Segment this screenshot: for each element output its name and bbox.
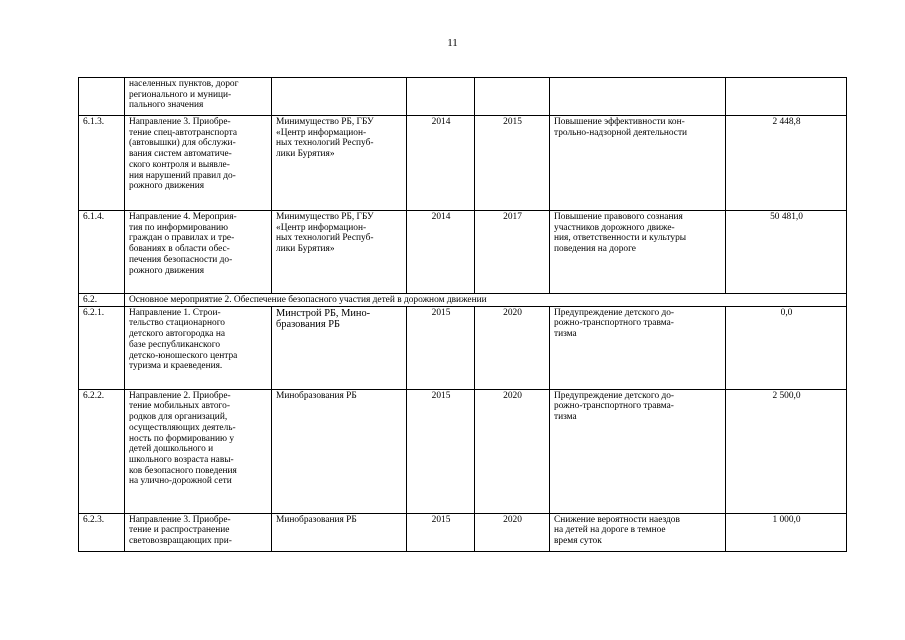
text-line: регионального и муници- — [129, 89, 232, 100]
cell-result — [550, 116, 726, 211]
text-line: тение спец-автотранспорта — [129, 127, 238, 138]
text-line: детского автогородка на — [129, 329, 225, 340]
cell-start: 2015 — [407, 513, 475, 551]
text-line: туризма и краеведения. — [129, 361, 223, 372]
table-row — [79, 389, 847, 513]
text-line: детей дошкольного и — [129, 444, 214, 455]
cell-end: 2020 — [475, 513, 550, 551]
text-line: базе республиканского — [129, 339, 221, 350]
cell-executor — [272, 513, 407, 551]
text-line: бованиях в области обес- — [129, 244, 230, 255]
cell-end — [475, 78, 550, 116]
table-row — [79, 78, 847, 116]
cell-amount: 2 500,0 — [726, 389, 847, 513]
text-line: Минобразования РБ — [276, 390, 357, 401]
text-line: вания систем автоматиче- — [129, 149, 232, 160]
cell-end: 2020 — [475, 306, 550, 389]
section-title: Основное мероприятие 2. Обеспечение безопасного участия детей в дорожном движении — [125, 294, 847, 307]
table-row — [79, 211, 847, 294]
cell-num: 6.2.1. — [79, 306, 125, 389]
table-body — [79, 78, 847, 552]
cell-num: 6.2.2. — [79, 389, 125, 513]
text-line: Минимущество РБ, ГБУ — [276, 117, 374, 127]
text-line: тизма — [554, 412, 577, 423]
text-line: тельство стационарного — [129, 318, 225, 329]
text-line: Направление 3. Приобре- — [129, 117, 231, 127]
cell-start: 2015 — [407, 306, 475, 389]
cell-executor — [272, 211, 407, 294]
cell-direction — [125, 211, 272, 294]
cell-start: 2014 — [407, 116, 475, 211]
cell-result — [550, 513, 726, 551]
cell-direction — [125, 116, 272, 211]
cell-num: 6.1.3. — [79, 116, 125, 211]
text-line: «Центр информацион- — [276, 127, 367, 138]
table-row — [79, 513, 847, 551]
text-line: Направление 4. Мероприя- — [129, 212, 237, 222]
text-line: трольно-надзорной деятельности — [554, 127, 688, 138]
text-line: Минобразования РБ — [276, 514, 357, 525]
text-line: школьного возраста навы- — [129, 454, 234, 465]
text-line: (автовышки) для обслужи- — [129, 138, 236, 149]
text-line: Предупреждение детского до- — [554, 390, 675, 401]
text-line: рожно-транспортного травма- — [554, 401, 674, 412]
text-line: Повышение правового сознания — [554, 212, 683, 222]
text-line: Снижение вероятности наездов — [554, 514, 680, 525]
text-line: рожного движения — [129, 265, 205, 276]
text-line: Минстрой РБ, Мино- — [276, 307, 371, 319]
cell-executor — [272, 389, 407, 513]
cell-amount: 2 448,8 — [726, 116, 847, 211]
text-line: ского контроля и выявле- — [129, 159, 230, 170]
text-line: детско-юношеского центра — [129, 350, 238, 361]
text-line: населенных пунктов, дорог — [129, 79, 239, 89]
text-line: ность по формированию у — [129, 433, 235, 444]
cell-end: 2020 — [475, 389, 550, 513]
cell-amount: 50 481,0 — [726, 211, 847, 294]
text-line: ных технологий Респуб- — [276, 138, 374, 149]
text-line: лики Бурятия» — [276, 244, 335, 255]
text-line: Направление 3. Приобре- — [129, 514, 231, 525]
text-line: тизма — [554, 329, 577, 340]
cell-start: 2014 — [407, 211, 475, 294]
cell-num — [79, 78, 125, 116]
measures-table — [78, 77, 847, 552]
text-line: печения безопасности до- — [129, 254, 233, 265]
cell-start: 2015 — [407, 389, 475, 513]
text-line: Направление 1. Строи- — [129, 307, 221, 318]
text-line: время суток — [554, 536, 602, 547]
cell-amount — [726, 78, 847, 116]
text-line: рожно-транспортного травма- — [554, 318, 674, 329]
text-line: осуществляющих деятель- — [129, 422, 236, 433]
text-line: ков безопасного поведения — [129, 465, 237, 476]
cell-executor — [272, 78, 407, 116]
text-line: лики Бурятия» — [276, 149, 335, 160]
text-line: «Центр информацион- — [276, 222, 367, 233]
text-line: тия по информированию — [129, 222, 228, 233]
section-num: 6.2. — [79, 294, 125, 307]
text-line: на детей на дороге в темное — [554, 525, 666, 536]
text-line: Минимущество РБ, ГБУ — [276, 212, 374, 222]
text-line: граждан о правилах и тре- — [129, 233, 235, 244]
text-line: тение и распространение — [129, 525, 230, 536]
cell-result — [550, 389, 726, 513]
table-row — [79, 116, 847, 211]
text-line: световозвращающих при- — [129, 536, 232, 547]
cell-direction — [125, 306, 272, 389]
cell-result — [550, 306, 726, 389]
cell-executor — [272, 306, 407, 389]
page-number: 11 — [447, 37, 458, 49]
cell-direction — [125, 513, 272, 551]
text-line: ния, ответственности и культуры — [554, 233, 687, 244]
cell-executor — [272, 116, 407, 211]
cell-result — [550, 211, 726, 294]
text-line: Направление 2. Приобре- — [129, 390, 231, 401]
text-line: родков для организаций, — [129, 412, 228, 423]
cell-direction — [125, 78, 272, 116]
text-line: участников дорожного движе- — [554, 222, 675, 233]
text-line: тение мобильных автого- — [129, 401, 230, 412]
cell-num: 6.1.4. — [79, 211, 125, 294]
table-row — [79, 306, 847, 389]
text-line: пального значения — [129, 100, 204, 111]
text-line: Повышение эффективности кон- — [554, 117, 685, 127]
text-line: на улично-дорожной сети — [129, 476, 232, 487]
cell-end: 2015 — [475, 116, 550, 211]
cell-start — [407, 78, 475, 116]
text-line: поведения на дороге — [554, 244, 636, 255]
text-line: Предупреждение детского до- — [554, 307, 675, 318]
text-line: ния нарушений правил до- — [129, 170, 236, 181]
cell-amount: 1 000,0 — [726, 513, 847, 551]
cell-result — [550, 78, 726, 116]
text-line: рожного движения — [129, 181, 205, 192]
cell-amount: 0,0 — [726, 306, 847, 389]
cell-end: 2017 — [475, 211, 550, 294]
cell-num: 6.2.3. — [79, 513, 125, 551]
text-line: бразования РБ — [276, 319, 340, 331]
cell-direction — [125, 389, 272, 513]
text-line: ных технологий Респуб- — [276, 233, 374, 244]
section-row — [79, 294, 847, 307]
